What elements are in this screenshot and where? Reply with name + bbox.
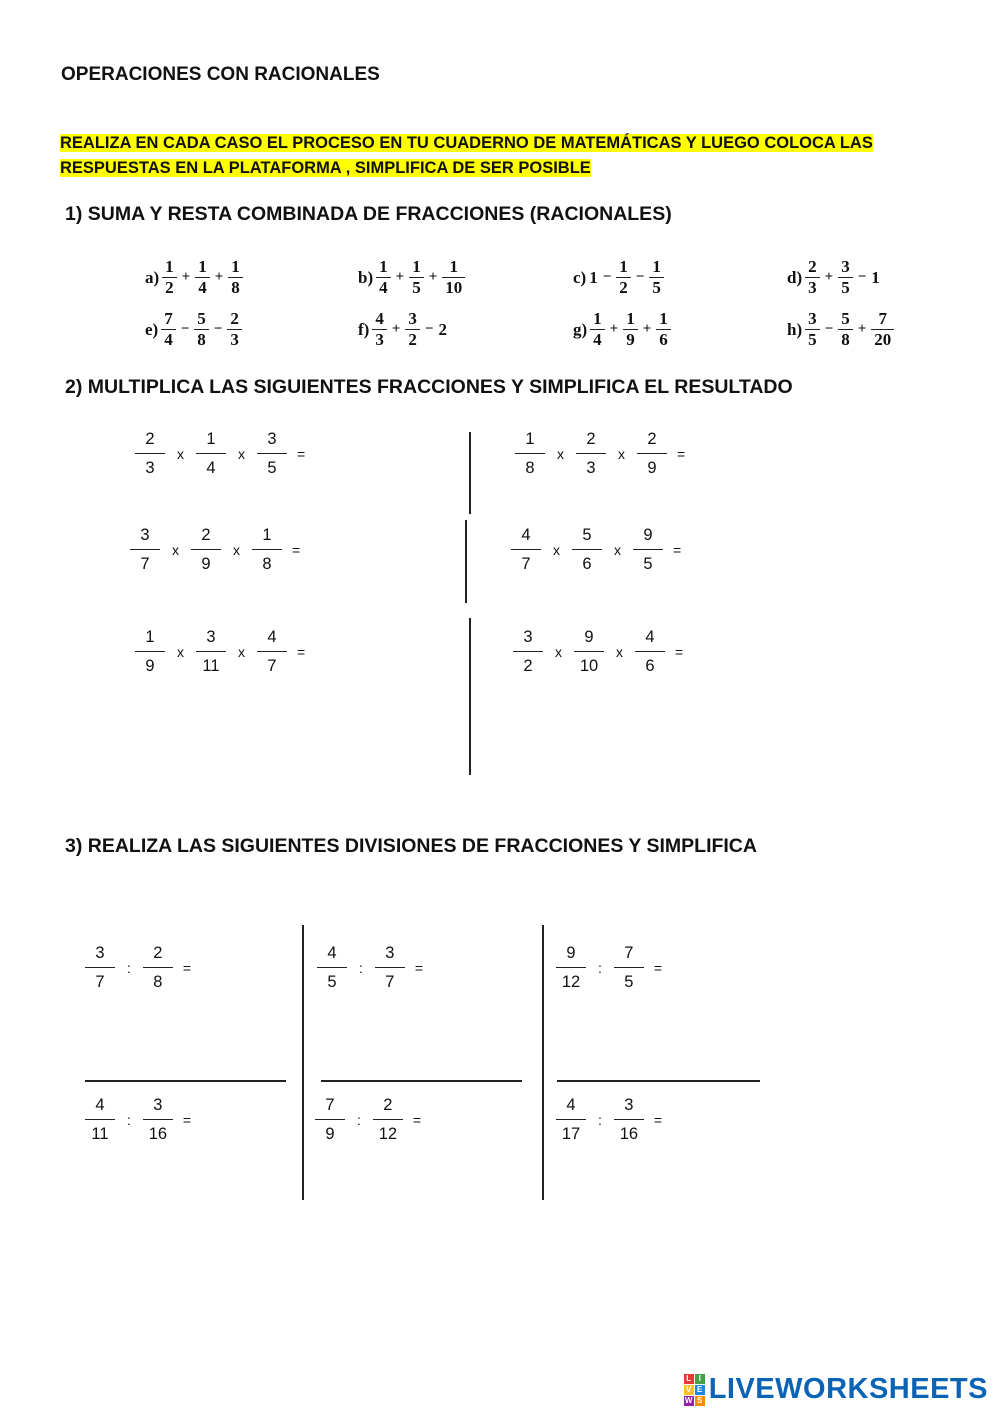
equals-sign: =: [292, 541, 301, 558]
liveworksheets-logo: [684, 1373, 988, 1406]
denominator: 20: [874, 330, 892, 349]
equals-sign: =: [677, 445, 686, 462]
operator: −: [857, 269, 867, 285]
numerator: 5: [197, 309, 206, 328]
numerator: 1: [165, 257, 174, 276]
division-exercise: [315, 1094, 421, 1145]
equals-sign: =: [297, 643, 306, 660]
numerator: 1: [206, 430, 216, 448]
numerator: 1: [593, 309, 602, 328]
whole-number: 2: [438, 319, 447, 339]
fraction: [442, 258, 465, 297]
denominator: 9: [325, 1125, 335, 1143]
denominator: 2: [619, 278, 628, 297]
fraction: [228, 258, 243, 297]
exercise-label: h): [787, 319, 803, 339]
fraction-bar: [315, 1119, 345, 1120]
operator: x: [553, 541, 560, 558]
numerator: 1: [449, 257, 458, 276]
divider-line: [465, 520, 467, 603]
operator: x: [177, 445, 184, 462]
denominator: 8: [153, 973, 163, 991]
numerator: 1: [198, 257, 207, 276]
multiplication-exercise: [511, 524, 681, 575]
numerator: 1: [262, 526, 272, 544]
numerator: 3: [153, 1096, 163, 1114]
equals-sign: =: [182, 959, 192, 976]
operator: +: [214, 269, 224, 285]
fraction-bar: [257, 651, 287, 652]
fraction: [556, 1094, 586, 1145]
denominator: 3: [145, 459, 155, 477]
whole-number: 1: [589, 267, 598, 287]
fraction-bar: [614, 1119, 644, 1120]
fraction: [556, 942, 586, 993]
denominator: 17: [561, 1125, 581, 1143]
fraction: [635, 626, 665, 677]
multiplication-exercise: [135, 428, 305, 479]
fraction-bar: [637, 453, 667, 454]
fraction: [143, 942, 173, 993]
denominator: 9: [647, 459, 657, 477]
fraction: [614, 1094, 644, 1145]
operator: +: [824, 269, 834, 285]
logo-mark-icon: [684, 1374, 705, 1406]
fraction-bar: [633, 549, 663, 550]
denominator: 5: [841, 278, 850, 297]
denominator: 5: [808, 330, 817, 349]
numerator: 4: [645, 628, 655, 646]
fraction: [805, 258, 820, 297]
equals-sign: =: [412, 1111, 422, 1128]
numerator: 2: [201, 526, 211, 544]
multiplication-exercise: [135, 626, 305, 677]
numerator: 1: [652, 257, 661, 276]
divider-line: [469, 618, 471, 775]
operator: −: [635, 269, 645, 285]
operator: −: [824, 321, 834, 337]
instructions-line-1: REALIZA EN CADA CASO EL PROCESO EN TU CUADERNO DE MATEMÁTICAS Y LUEGO COLOCA LAS: [60, 134, 873, 152]
numerator: 4: [375, 309, 384, 328]
fraction-bar: [135, 453, 165, 454]
fraction-bar: [513, 651, 543, 652]
equals-sign: =: [653, 1111, 663, 1128]
sum-exercise: [358, 258, 465, 297]
fraction: [85, 942, 115, 993]
numerator: 2: [153, 944, 163, 962]
operator: −: [424, 321, 434, 337]
equals-sign: =: [673, 541, 682, 558]
denominator: 12: [561, 973, 581, 991]
separator-line: [85, 1080, 286, 1082]
fraction-bar: [85, 1119, 115, 1120]
denominator: 7: [140, 555, 150, 573]
fraction: [572, 524, 602, 575]
sum-exercise: [145, 310, 242, 349]
numerator: 7: [325, 1096, 335, 1114]
denominator: 10: [445, 278, 463, 297]
numerator: 9: [566, 944, 576, 962]
fraction-bar: [252, 549, 282, 550]
fraction: [85, 1094, 115, 1145]
equals-sign: =: [675, 643, 684, 660]
exercise-label: f): [358, 319, 370, 339]
numerator: 7: [624, 944, 634, 962]
fraction: [372, 310, 387, 349]
sum-exercise: [787, 258, 880, 297]
fraction: [409, 258, 424, 297]
denominator: 7: [521, 555, 531, 573]
numerator: 1: [412, 257, 421, 276]
logo-mark-cell: V: [684, 1385, 694, 1395]
separator-line: [321, 1080, 522, 1082]
operator: x: [233, 541, 240, 558]
fraction: [656, 310, 671, 349]
division-exercise: [317, 942, 423, 993]
denominator: 5: [652, 278, 661, 297]
numerator: 9: [584, 628, 594, 646]
operator: +: [428, 269, 438, 285]
equals-sign: =: [414, 959, 424, 976]
whole-number: 1: [871, 267, 880, 287]
fraction-bar: [574, 651, 604, 652]
fraction: [633, 524, 663, 575]
numerator: 7: [164, 309, 173, 328]
operator: +: [857, 321, 867, 337]
fraction-bar: [196, 453, 226, 454]
operator: −: [602, 269, 612, 285]
fraction: [616, 258, 631, 297]
numerator: 1: [525, 430, 535, 448]
denominator: 11: [202, 657, 220, 675]
divider-line: [469, 432, 471, 514]
operator: x: [555, 643, 562, 660]
fraction: [838, 310, 853, 349]
denominator: 5: [412, 278, 421, 297]
fraction: [637, 428, 667, 479]
numerator: 3: [267, 430, 277, 448]
fraction-bar: [556, 1119, 586, 1120]
fraction-bar: [515, 453, 545, 454]
fraction: [871, 310, 894, 349]
fraction: [805, 310, 820, 349]
denominator: 5: [643, 555, 653, 573]
denominator: 5: [267, 459, 277, 477]
logo-text: LIVEWORKSHEETS: [708, 1373, 988, 1405]
operator: :: [357, 1111, 361, 1128]
numerator: 3: [140, 526, 150, 544]
operator: x: [616, 643, 623, 660]
instructions: [60, 131, 873, 181]
numerator: 1: [145, 628, 155, 646]
denominator: 7: [267, 657, 277, 675]
denominator: 11: [91, 1125, 109, 1143]
numerator: 2: [647, 430, 657, 448]
fraction-bar: [257, 453, 287, 454]
fraction-bar: [614, 967, 644, 968]
denominator: 16: [148, 1125, 168, 1143]
operator: +: [395, 269, 405, 285]
sum-exercise: [573, 258, 664, 297]
equals-sign: =: [653, 959, 663, 976]
fraction: [143, 1094, 173, 1145]
section-2-heading: 2) MULTIPLICA LAS SIGUIENTES FRACCIONES Y SIMPLIFICA EL RESULTADO: [65, 376, 793, 398]
fraction: [649, 258, 664, 297]
fraction-bar: [191, 549, 221, 550]
fraction-bar: [135, 651, 165, 652]
numerator: 1: [231, 257, 240, 276]
operator: x: [614, 541, 621, 558]
operator: +: [609, 321, 619, 337]
numerator: 2: [383, 1096, 393, 1114]
denominator: 3: [375, 330, 384, 349]
operator: :: [359, 959, 363, 976]
divider-line: [542, 925, 544, 1200]
fraction: [195, 258, 210, 297]
numerator: 3: [206, 628, 216, 646]
fraction: [576, 428, 606, 479]
denominator: 8: [262, 555, 272, 573]
logo-mark-cell: E: [695, 1385, 705, 1395]
divider-line: [302, 925, 304, 1200]
fraction-bar: [375, 967, 405, 968]
denominator: 4: [593, 330, 602, 349]
numerator: 2: [808, 257, 817, 276]
fraction-bar: [143, 967, 173, 968]
fraction-bar: [143, 1119, 173, 1120]
fraction: [162, 258, 177, 297]
fraction: [317, 942, 347, 993]
numerator: 5: [841, 309, 850, 328]
numerator: 3: [624, 1096, 634, 1114]
denominator: 8: [197, 330, 206, 349]
numerator: 3: [385, 944, 395, 962]
numerator: 1: [619, 257, 628, 276]
fraction: [838, 258, 853, 297]
logo-mark-cell: L: [684, 1374, 694, 1384]
fraction: [614, 942, 644, 993]
numerator: 3: [523, 628, 533, 646]
fraction: [511, 524, 541, 575]
denominator: 8: [841, 330, 850, 349]
operator: +: [642, 321, 652, 337]
fraction-bar: [85, 967, 115, 968]
denominator: 4: [198, 278, 207, 297]
numerator: 3: [95, 944, 105, 962]
operator: :: [127, 959, 131, 976]
operator: x: [557, 445, 564, 462]
operator: :: [598, 959, 602, 976]
operator: x: [618, 445, 625, 462]
denominator: 5: [624, 973, 634, 991]
fraction-bar: [572, 549, 602, 550]
denominator: 6: [645, 657, 655, 675]
division-exercise: [85, 1094, 191, 1145]
fraction-bar: [373, 1119, 403, 1120]
fraction-bar: [317, 967, 347, 968]
denominator: 4: [164, 330, 173, 349]
numerator: 1: [379, 257, 388, 276]
exercise-label: e): [145, 319, 159, 339]
numerator: 5: [582, 526, 592, 544]
fraction-bar: [130, 549, 160, 550]
operator: x: [238, 445, 245, 462]
numerator: 1: [659, 309, 668, 328]
denominator: 16: [619, 1125, 639, 1143]
denominator: 9: [145, 657, 155, 675]
denominator: 7: [385, 973, 395, 991]
operator: :: [598, 1111, 602, 1128]
operator: x: [172, 541, 179, 558]
multiplication-exercise: [515, 428, 685, 479]
operator: −: [213, 321, 223, 337]
fraction: [252, 524, 282, 575]
denominator: 2: [523, 657, 533, 675]
logo-mark-cell: W: [684, 1395, 693, 1405]
operator: −: [180, 321, 190, 337]
exercise-label: b): [358, 267, 374, 287]
division-exercise: [556, 942, 662, 993]
numerator: 2: [230, 309, 239, 328]
separator-line: [557, 1080, 760, 1082]
denominator: 7: [95, 973, 105, 991]
numerator: 4: [267, 628, 277, 646]
denominator: 2: [408, 330, 417, 349]
denominator: 5: [327, 973, 337, 991]
numerator: 2: [145, 430, 155, 448]
fraction: [405, 310, 420, 349]
fraction: [257, 626, 287, 677]
exercise-label: a): [145, 267, 160, 287]
fraction: [196, 428, 226, 479]
operator: +: [181, 269, 191, 285]
numerator: 4: [521, 526, 531, 544]
numerator: 3: [408, 309, 417, 328]
fraction: [574, 626, 604, 677]
fraction: [376, 258, 391, 297]
fraction: [196, 626, 226, 677]
fraction: [513, 626, 543, 677]
numerator: 1: [626, 309, 635, 328]
numerator: 2: [586, 430, 596, 448]
fraction: [315, 1094, 345, 1145]
instructions-line-2: RESPUESTAS EN LA PLATAFORMA , SIMPLIFICA DE SER POSIBLE: [60, 159, 591, 177]
fraction: [257, 428, 287, 479]
denominator: 9: [201, 555, 211, 573]
exercise-label: g): [573, 319, 588, 339]
equals-sign: =: [297, 445, 306, 462]
fraction-bar: [576, 453, 606, 454]
fraction-bar: [635, 651, 665, 652]
fraction-bar: [196, 651, 226, 652]
division-exercise: [85, 942, 191, 993]
numerator: 4: [95, 1096, 105, 1114]
denominator: 8: [231, 278, 240, 297]
fraction: [375, 942, 405, 993]
denominator: 6: [582, 555, 592, 573]
fraction: [373, 1094, 403, 1145]
numerator: 4: [566, 1096, 576, 1114]
exercise-label: d): [787, 267, 803, 287]
multiplication-exercise: [130, 524, 300, 575]
numerator: 4: [327, 944, 337, 962]
division-exercise: [556, 1094, 662, 1145]
denominator: 12: [378, 1125, 398, 1143]
multiplication-exercise: [513, 626, 683, 677]
section-3-heading: 3) REALIZA LAS SIGUIENTES DIVISIONES DE FRACCIONES Y SIMPLIFICA: [65, 835, 757, 857]
logo-mark-cell: I: [695, 1374, 705, 1384]
exercise-label: c): [573, 267, 587, 287]
denominator: 2: [165, 278, 174, 297]
equals-sign: =: [182, 1111, 192, 1128]
denominator: 8: [525, 459, 535, 477]
operator: x: [238, 643, 245, 660]
denominator: 3: [230, 330, 239, 349]
fraction: [227, 310, 242, 349]
fraction: [130, 524, 160, 575]
denominator: 9: [626, 330, 635, 349]
denominator: 3: [586, 459, 596, 477]
fraction: [590, 310, 605, 349]
denominator: 3: [808, 278, 817, 297]
operator: x: [177, 643, 184, 660]
denominator: 6: [659, 330, 668, 349]
fraction: [623, 310, 638, 349]
fraction: [135, 428, 165, 479]
fraction-bar: [556, 967, 586, 968]
sum-exercise: [145, 258, 243, 297]
sum-exercise: [787, 310, 894, 349]
fraction: [194, 310, 209, 349]
denominator: 4: [206, 459, 216, 477]
operator: +: [391, 321, 401, 337]
denominator: 10: [579, 657, 599, 675]
sum-exercise: [358, 310, 447, 349]
sum-exercise: [573, 310, 671, 349]
numerator: 3: [808, 309, 817, 328]
fraction-bar: [511, 549, 541, 550]
page-title: OPERACIONES CON RACIONALES: [61, 64, 380, 85]
fraction: [515, 428, 545, 479]
denominator: 4: [379, 278, 388, 297]
operator: :: [127, 1111, 131, 1128]
fraction: [135, 626, 165, 677]
numerator: 7: [878, 309, 887, 328]
numerator: 3: [841, 257, 850, 276]
section-1-heading: 1) SUMA Y RESTA COMBINADA DE FRACCIONES (RACIONALES): [65, 203, 672, 225]
numerator: 9: [643, 526, 653, 544]
logo-mark-cell: S: [695, 1396, 705, 1406]
fraction: [161, 310, 176, 349]
fraction: [191, 524, 221, 575]
